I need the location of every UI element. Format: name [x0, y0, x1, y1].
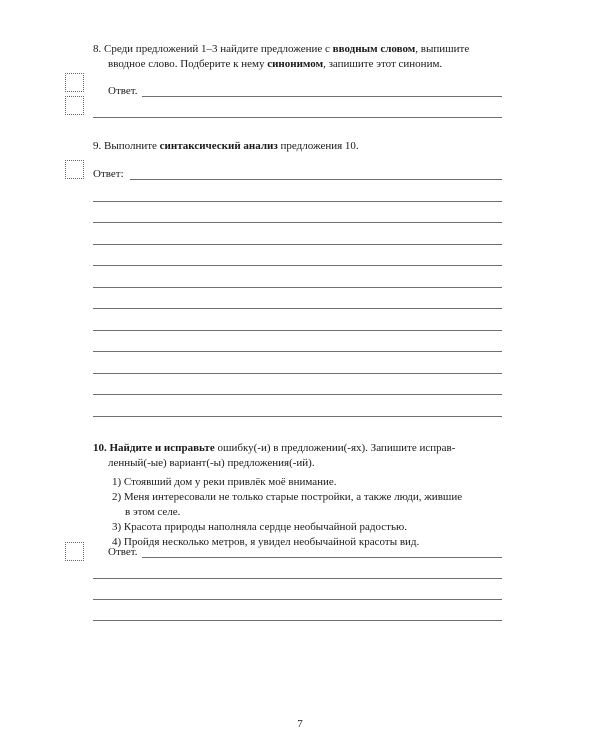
score-box-8b[interactable] — [65, 96, 84, 115]
task9-text: 9. Выполните синтаксический анализ предложения 10. — [93, 140, 359, 152]
task8-line2: вводное слово. Подберите к нему синонимом, запишите этот синоним. — [108, 58, 443, 70]
task8-line1: 8. Среди предложений 1–3 найдите предложение с вводным словом, выпишите — [93, 43, 470, 55]
task10-option-4: 4) Пройдя несколько метров, я увидел необычайной красоты вид. — [112, 536, 420, 548]
task9-line[interactable] — [93, 222, 502, 223]
task10-answer-line[interactable] — [142, 557, 502, 558]
task9-line[interactable] — [93, 330, 502, 331]
score-box-10[interactable] — [65, 542, 84, 561]
score-box-8a[interactable] — [65, 73, 84, 92]
task9-line[interactable] — [93, 351, 502, 352]
task10-line1: 10. Найдите и исправьте ошибку(-и) в предложении(-ях). Запишите исправ- — [93, 442, 456, 454]
task9-line[interactable] — [93, 308, 502, 309]
task9-line[interactable] — [93, 416, 502, 417]
task10-line[interactable] — [93, 620, 502, 621]
task9-line[interactable] — [93, 394, 502, 395]
score-box-9[interactable] — [65, 160, 84, 179]
task10-line2: ленный(-ые) вариант(-ы) предложения(-ий). — [108, 457, 315, 469]
task9-line[interactable] — [93, 201, 502, 202]
task9-line[interactable] — [93, 265, 502, 266]
task10-option-2-cont: в этом селе. — [125, 506, 181, 518]
page-number: 7 — [297, 718, 303, 730]
task10-line[interactable] — [93, 578, 502, 579]
task9-line[interactable] — [93, 373, 502, 374]
task9-answer-line[interactable] — [130, 179, 502, 180]
task10-option-3: 3) Красота природы наполняла сердце необычайной радостью. — [112, 521, 407, 533]
task8-answer-label: Ответ. — [108, 85, 138, 97]
task8-answer-line-2[interactable] — [93, 117, 502, 118]
task9-line[interactable] — [93, 244, 502, 245]
task10-line[interactable] — [93, 599, 502, 600]
task8-answer-line[interactable] — [142, 96, 502, 97]
task9-answer-label: Ответ: — [93, 168, 124, 180]
task10-answer-label: Ответ. — [108, 546, 138, 558]
task9-line[interactable] — [93, 287, 502, 288]
task10-option-1: 1) Стоявший дом у реки привлёк моё внимание. — [112, 476, 337, 488]
task10-option-2: 2) Меня интересовали не только старые постройки, а также люди, жившие — [112, 491, 463, 503]
